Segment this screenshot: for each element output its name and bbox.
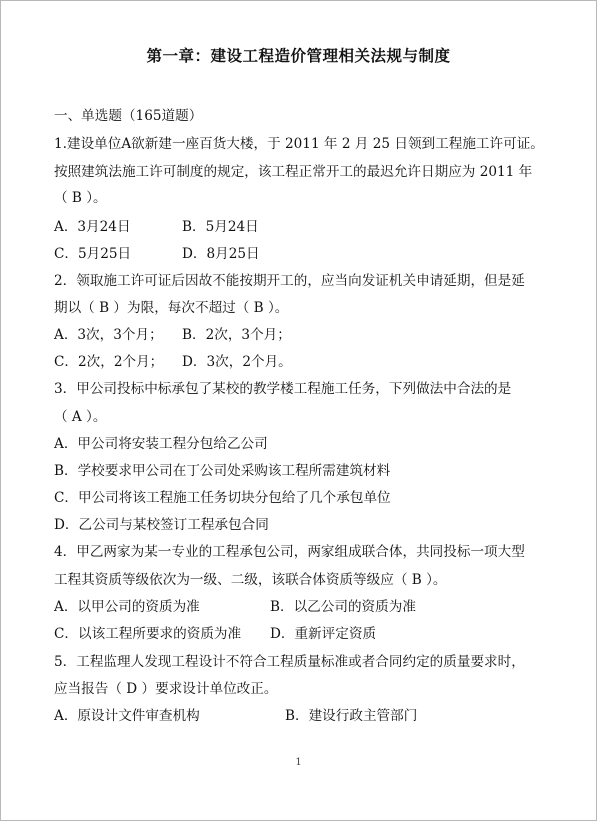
chapter-title: 第一章：建设工程造价管理相关法规与制度 <box>146 46 451 65</box>
option-d: D．3次，2个月。 <box>182 354 292 370</box>
question-1-line-2: 按照建筑法施工许可制度的规定，该工程正常开工的最迟允许日期应为 2011 年 <box>54 164 533 180</box>
section-heading: 一、单选题（165道题） <box>54 108 203 124</box>
question-2-options-row-1 <box>54 326 291 344</box>
question-5-options-row-1 <box>54 707 418 725</box>
option-b: B．2次，3个月； <box>182 327 291 343</box>
question-3-line-2: （ A ）。 <box>54 409 107 425</box>
question-1-line-3: （ B ）。 <box>54 190 107 206</box>
question-1-options-row-1 <box>54 218 259 236</box>
question-3-option-c: C．甲公司将该工程施工任务切块分包给了几个承包单位 <box>54 490 391 506</box>
question-1-line-1: 1.建设单位A欲新建一座百货大楼，于 2011 年 2 月 25 日领到工程施工许可证。 <box>54 136 544 152</box>
question-4-line-1: 4．甲乙两家为某一专业的工程承包公司，两家组成联合体，共同投标一项大型 <box>54 544 525 560</box>
option-d: D．8月25日 <box>182 246 260 262</box>
question-4-line-2: 工程其资质等级依次为一级、二级，该联合体资质等级应（ B ）。 <box>54 572 447 588</box>
option-a: A．3次，3个月； <box>54 327 163 343</box>
page-number: 1 <box>295 757 302 768</box>
option-a: A．以甲公司的资质为准 <box>54 599 200 615</box>
option-a: A．3月24日 <box>54 219 131 235</box>
option-d: D．重新评定资质 <box>270 626 377 642</box>
question-5-line-2: 应当报告（ D ）要求设计单位改正。 <box>54 681 278 697</box>
option-b: B．5月24日 <box>182 219 259 235</box>
question-3-option-b: B．学校要求甲公司在丁公司处采购该工程所需建筑材料 <box>54 463 391 479</box>
option-b: B．以乙公司的资质为准 <box>270 599 416 615</box>
option-c: C．以该工程所要求的资质为准 <box>54 626 242 642</box>
question-3-option-a: A．甲公司将安装工程分包给乙公司 <box>54 436 268 452</box>
option-a: A．原设计文件审查机构 <box>54 708 200 724</box>
question-5-line-1: 5．工程监理人发现工程设计不符合工程质量标准或者合同约定的质量要求时， <box>54 654 525 670</box>
question-2-line-2: 期以（ B ）为限，每次不超过（ B ）。 <box>54 300 289 316</box>
question-4-options-row-1 <box>54 598 416 616</box>
question-2-line-1: 2．领取施工许可证后因故不能按期开工的，应当向发证机关申请延期，但是延 <box>54 273 525 289</box>
question-4-options-row-2 <box>54 625 377 643</box>
question-1-options-row-2 <box>54 245 260 263</box>
option-c: C．5月25日 <box>54 246 132 262</box>
option-c: C．2次，2个月； <box>54 354 164 370</box>
question-2-options-row-2 <box>54 353 292 371</box>
question-3-option-d: D．乙公司与某校签订工程承包合同 <box>54 517 269 533</box>
option-b: B．建设行政主管部门 <box>285 708 418 724</box>
question-3-line-1: 3．甲公司投标中标承包了某校的教学楼工程施工任务，下列做法中合法的是 <box>54 381 512 397</box>
